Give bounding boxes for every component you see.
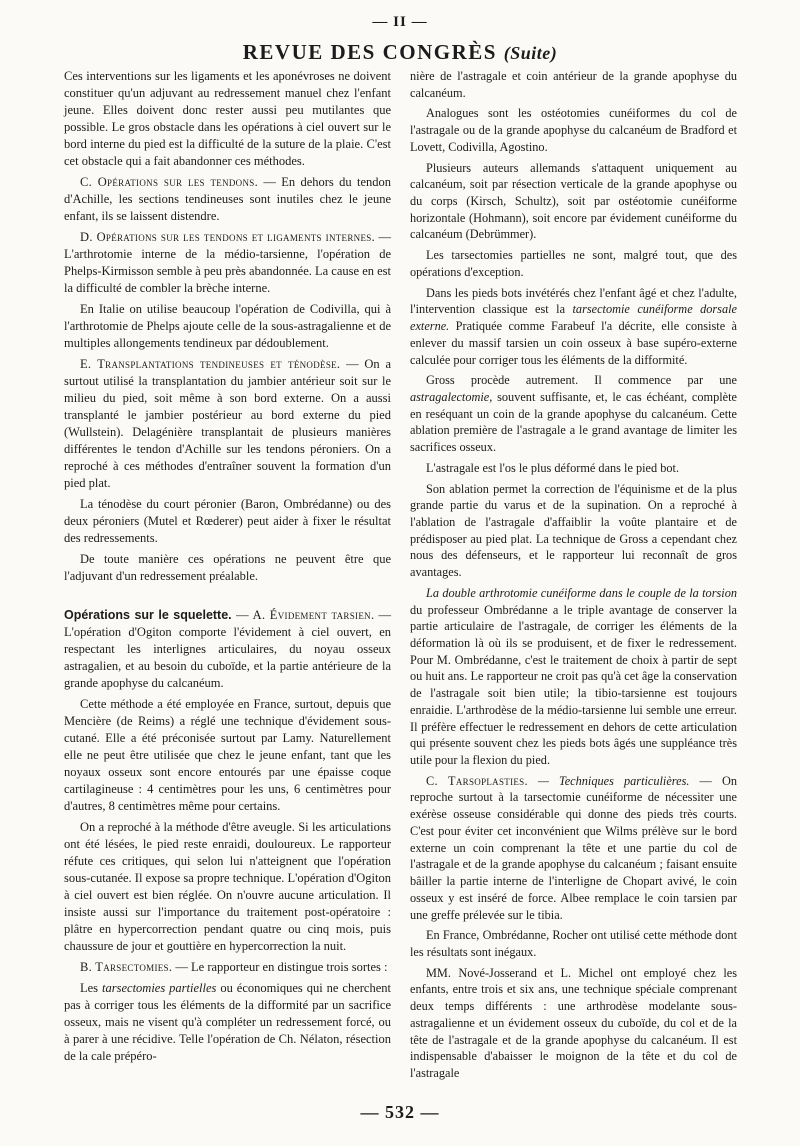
title-suffix: (Suite) [503, 43, 558, 63]
paragraph [64, 959, 391, 976]
paragraph [64, 980, 391, 1065]
section-label: D. Opérations sur les tendons et ligaments internes. [80, 230, 375, 244]
right-column [410, 68, 737, 1086]
paragraph: En France, Ombrédanne, Rocher ont utilisé cette méthode dont les résultats sont inégaux. [410, 928, 737, 959]
section-label: E. Transplantations tendineuses et ténodèse. [80, 357, 341, 371]
paragraph: La ténodèse du court péronier (Baron, Ombrédanne) ou des deux péroniers (Mutel et Rœderer) peut aider à fixer le résultat des redressements. [64, 497, 391, 545]
page-number: — 532 — [360, 1102, 440, 1122]
paragraph: Plusieurs auteurs allemands s'attaquent uniquement au calcanéum, soit par résection verticale de la grande apophyse ou du corps (Kirsch, Schultz), soit par ostéotomie cunéiforme horizontale (Hohmann), soit encore par évidement cunéiforme du calcanéum (Debrümmer). [410, 160, 737, 242]
paragraph-text: Les [80, 981, 103, 995]
paragraph [64, 607, 391, 692]
italic-term: — Techniques particulières. [527, 773, 690, 788]
italic-term: tarsectomies partielles [102, 981, 217, 995]
paragraph: De toute manière ces opérations ne peuvent être que l'adjuvant d'un redressement préalable. [64, 552, 391, 583]
paragraph: nière de l'astragale et coin antérieur de la grande apophyse du calcanéum. [410, 69, 737, 100]
italic-term: La double arthrotomie cunéiforme dans le couple de la torsion [426, 585, 737, 600]
paragraph-text: — L'arthrotomie interne de la médio-tarsienne, l'opération de Phelps-Kirmisson semble à peu près abandonnée. La cause en est la difficulté de combler la brèche interne. [64, 230, 392, 295]
paragraph [410, 585, 737, 769]
left-column [64, 68, 391, 1069]
paragraph [64, 356, 391, 492]
paragraph: Son ablation permet la correction de l'équinisme et de la plus grande partie du varus et de la supination. On a reproché à l'ablation de l'astragale d'affaiblir la voûte plantaire et de prédisposer au pied plat. La technique de Gross a cependant chez nous des défenseurs, et le rapporteur lui reconnaît de gros avantages. [410, 481, 737, 580]
page-title [0, 40, 800, 65]
paragraph [64, 174, 391, 225]
section-label: C. Opérations sur les tendons. [80, 175, 259, 189]
paragraph-text: — Le rapporteur en distingue trois sortes : [172, 960, 388, 974]
title-text: REVUE DES CONGRÈS [242, 40, 497, 64]
paragraph-text: du professeur Ombrédanne a le triple avantage de conserver la partie articulaire de l'astragale, de corriger les éléments de la déformation là où ils se produisent, et de fixer le redressement. Pour M. Ombrédanne, c'est le traitement de choix à partir de sept ou huit ans. Le rapporteur ne croit pas qu'à cet âge la conservation de l'astragale soit bien utile; la tibio-tarsienne est toujours enraidie. L'arthrodèse de la médio-tarsienne lui semble une erreur. Il préfère effectuer le redressement en dehors de cette articulation qui présente souvent chez les pieds bots âgés une suppléance très utile pour la flexion du pied. [410, 602, 737, 768]
section-heading: Opérations sur le squelette. [64, 608, 232, 622]
section-label: C. Tarsoplasties. [426, 773, 528, 788]
paragraph-text: — L'opération d'Ogiton comporte l'évidement à ciel ouvert, en respectant les interlignes articulaires, du noyau osseux astragalien, et au besoin du cuboïde, et la partie antérieure de la grande apophyse du calcanéum. [64, 608, 392, 690]
paragraph-text: — On reproche surtout à la tarsectomie cunéiforme de nécessiter une exérèse osseuse considérable qui donne des pieds très courts. C'est pour éviter cet inconvénient que Wilms prélève sur le bord externe un coin comprenant la tête et une partie du col de l'astragale et de la grande apophyse du calcanéum ; faisant ensuite bâiller la partie interne de l'interligne de Chopart avivé, le coin osseux y est inséré de force. Albee remplace le coin tarsien par une greffe prélevée sur le tibia. [410, 773, 737, 922]
section-label: B. Tarsectomies. [80, 960, 173, 974]
paragraph-text: — En dehors du tendon d'Achille, les sections tendineuses sont inutiles chez le jeune enfant, ils se laissent distendre. [64, 175, 391, 223]
paragraph-text: — On a surtout utilisé la transplantation du jambier antérieur soit sur le milieu du pied, soit même à son bord externe. On a aussi transplanté le jambier postérieur au bord externe du pied (Wullstein). Delagénière transplantait de plusieurs manières différentes le tendon d'Achille sur les tendons péroniers. On a reproché à ces méthodes d'entraîner souvent la formation d'un pied plat. [64, 357, 391, 490]
page-marker: — II — [372, 14, 428, 30]
paragraph-text: Pratiquée comme Farabeuf l'a décrite, elle consiste à enlever du massif tarsien un coin osseux à base supéro-externe calculée pour corriger tous les éléments de la difformité. [410, 319, 737, 367]
paragraph [64, 229, 391, 297]
paragraph-text: ou économiques qui ne cherchent pas à corriger tous les éléments de la difformité par un sacrifice osseux, mais ne visent qu'à compléter un redressement forcé, ou à parer à une récidive. Telle l'opération de Ch. Nélaton, résection de la cale prépéro- [64, 981, 391, 1063]
paragraph: On a reproché à la méthode d'être aveugle. Si les articulations ont été lésées, le pied reste enraidi, douloureux. Le rapporteur réfute ces critiques, qui selon lui n'atteignent que l'opération sous-cutanée. Il expose sa propre technique. L'opération d'Ogiton à ciel ouvert est bien réglée. On n'ouvre aucune articulation. Il insiste aussi sur l'importance du traitement post-opératoire : plâtre en hypercorrection pendant quatre ou cinq mois, puis chaussure de jour et gouttière en hypercorrection la nuit. [64, 820, 391, 953]
paragraph [410, 372, 737, 456]
paragraph: Cette méthode a été employée en France, surtout, depuis que Mencière (de Reims) a réglé une technique d'évidement sous-cutané. Elle a été préconisée surtout par Lamy. Naturellement elle ne peut être utilisée que chez le jeune enfant, tant que les noyaux osseux sont encore entourés par une épaisse coque cartilagineuse : 4 centimètres pour les uns, 6 centimètres pour d'autres, 8 centimètres même pour certains. [64, 697, 391, 813]
italic-term: astragalectomie, [410, 389, 493, 404]
paragraph-text: Gross procède autrement. Il commence par une [426, 373, 737, 388]
paragraph-text: souvent suffisante, et, le cas échéant, complète en reséquant un coin de la grande apophyse du calcanéum. Cette ablation première de l'astragale a le grand avantage de limiter les sacrifices osseux. [410, 389, 737, 455]
paragraph: Ces interventions sur les ligaments et les aponévroses ne doivent constituer qu'un adjuvant au redressement manuel chez l'enfant jeune. Elles doivent donc rester aussi peu mutilantes que possible. Le gros obstacle dans les opérations à ciel ouvert sur le bord interne du pied est la difficulté de la suture de la plaie. C'est cet obstacle qui a fait abandonner ces méthodes. [64, 69, 391, 168]
section-label: — A. Évidement tarsien. [231, 608, 375, 622]
paragraph: Analogues sont les ostéotomies cunéiformes du col de l'astragale ou de la grande apophyse du calcanéum de Bradford et Lovett, Codivilla, Agostino. [410, 106, 737, 154]
paragraph: L'astragale est l'os le plus déformé dans le pied bot. [426, 460, 680, 475]
italic-term: tarsectomie cunéiforme dorsale externe. [410, 302, 737, 334]
paragraph-text: Dans les pieds bots invétérés chez l'enfant âgé et chez l'adulte, l'intervention classique est la [410, 285, 737, 317]
paragraph: Les tarsectomies partielles ne sont, malgré tout, que des opérations d'exception. [410, 248, 737, 279]
paragraph [410, 285, 737, 369]
paragraph [410, 773, 737, 923]
paragraph: MM. Nové-Josserand et L. Michel ont employé chez les enfants, entre trois et six ans, une technique spéciale comprenant deux temps différents : une arthrodèse modelante sous-astragalienne et un évidement osseux du cuboïde, du col et de la tête de l'astragale et de la grande apophyse du calcanéum. Il est indispensable d'abaisser le moignon de la tête et du col de l'astragale [410, 965, 737, 1080]
paragraph: En Italie on utilise beaucoup l'opération de Codivilla, qui à l'arthrotomie de Phelps ajoute celle de la sous-astragalienne et de multiples allongements tendineux par dédoublement. [64, 302, 391, 350]
